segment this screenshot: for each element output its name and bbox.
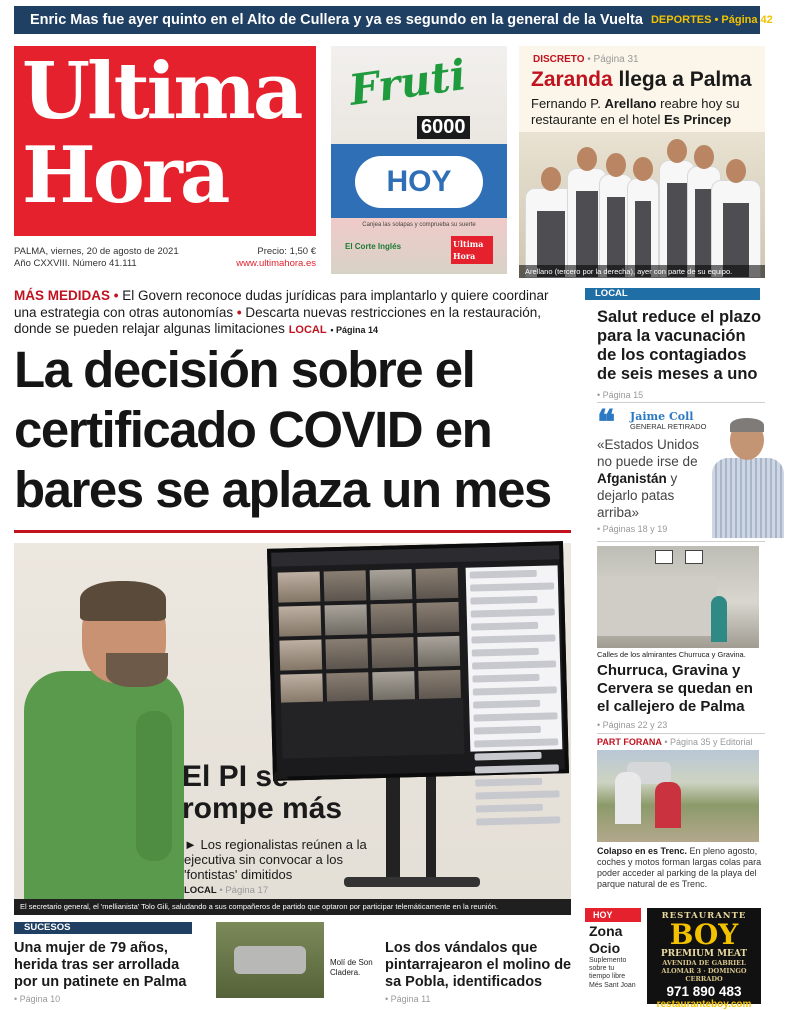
zaranda-title-b: llega a Palma (612, 68, 752, 91)
divider (597, 733, 765, 734)
masthead-logo[interactable] (14, 46, 316, 236)
lead-summary[interactable] (14, 288, 574, 339)
story-title-line-2: rompe más (182, 792, 343, 825)
person-hair (80, 581, 166, 621)
headline-line-1: La decisión sobre el (14, 341, 475, 398)
story-patinete[interactable] (14, 940, 206, 1008)
story-title (182, 761, 342, 825)
divider (597, 402, 765, 403)
screen-title-bar (271, 545, 559, 567)
ad-top: RESTAURANTE (661, 911, 747, 921)
person-beard (106, 653, 168, 687)
chef-figure (627, 178, 659, 278)
churruca-story[interactable] (597, 662, 767, 734)
zaranda-dek-a: Fernando P. (531, 96, 605, 111)
churruca-page: • Páginas 22 y 23 (597, 720, 668, 730)
colapso-text: En pleno agosto, coches y motos forman largas colas para poder acceder al parking de la playa del parque natural de es Trenc. (597, 846, 762, 889)
ad-phone: 971 890 483 (666, 984, 742, 999)
promo-fine-print: Canjea las solapas y comprueba su suerte (362, 222, 476, 228)
bullet-icon: • (113, 288, 119, 303)
zaranda-kicker-page: • Página 31 (587, 54, 639, 65)
molino-photo (216, 922, 324, 998)
edition-text: Año CXXVIII. Número 41.111 (14, 258, 137, 269)
quote-icon: ❝ (597, 403, 616, 443)
salut-title: Salut reduce el plazo para la vacunación de los contagiados de seis meses a uno (597, 308, 762, 383)
story-vandalos-page: • Página 11 (385, 994, 431, 1004)
lead-section: LOCAL (288, 324, 327, 336)
main-photo-caption: El secretario general, el 'mellianista' Tolo Gili, saludando a sus compañeros de partido que optaron por participar telemáticamente en la reunión. (14, 899, 571, 915)
ad-sub: PREMIUM MEAT (660, 949, 748, 959)
lead-page: • Página 14 (330, 325, 379, 335)
headline-line-3: bares se aplaza un mes (14, 461, 551, 518)
traffic-photo (597, 750, 759, 842)
section-label-sucesos: SUCESOS (14, 922, 192, 934)
opinion-role: GENERAL RETIRADO (630, 422, 707, 431)
divider (597, 541, 765, 542)
story-vandalos-title: Los dos vándalos que pintarrajearon el molino de sa Pobla, identificados (385, 940, 572, 990)
top-strip[interactable] (14, 6, 773, 34)
promo-cta: HOY (355, 156, 483, 208)
zaranda-kicker-label: DISCRETO (533, 54, 585, 65)
website-link[interactable]: www.ultimahora.es (236, 258, 316, 269)
zaranda-title (531, 68, 752, 92)
ad-address: AVENIDA DE GABRIEL ALOMAR 3 · DOMINGO CERRADO (661, 959, 747, 983)
part-forana-section: PART FORANA (597, 737, 662, 747)
story-patinete-page: • Página 10 (14, 994, 61, 1004)
street-photo (597, 546, 759, 648)
main-photo[interactable] (14, 543, 571, 899)
zona-ocio-box[interactable] (585, 908, 641, 1004)
quote-page: • Páginas 18 y 19 (597, 524, 668, 534)
story-page (184, 885, 268, 896)
churruca-title: Churruca, Gravina y Cervera se quedan en el callejero de Palma (597, 662, 753, 715)
headline-line-2: certificado COVID en (14, 401, 492, 458)
top-strip-text: Enric Mas fue ayer quinto en el Alto de Cullera y ya es segundo en la general de la Vuelta (30, 12, 643, 28)
main-headline[interactable] (14, 340, 584, 520)
salut-page: • Página 15 (597, 390, 644, 400)
participants-grid (278, 568, 463, 705)
colapso-title: Colapso en es Trenc. (597, 846, 688, 856)
person-arm (136, 711, 172, 861)
bullet-icon: • (236, 304, 242, 320)
logo-line-2: Hora (22, 130, 228, 221)
molino-caption: Molí de Son Cladera. (330, 958, 373, 977)
hoy-label: HOY (585, 908, 641, 922)
price-text: Precio: 1,50 € (257, 246, 316, 257)
participants-list (466, 565, 563, 751)
lead-text-a: El Govern reconoce dudas jurídicas para implantarlo y quiere coordinar una estrategia con otras autonomías (14, 288, 549, 320)
part-forana-page: • Página 35 y Editorial (664, 737, 753, 747)
zona-text: Suplemento sobre tu tiempo libre (589, 957, 627, 980)
opinion-quote[interactable] (597, 436, 715, 538)
story-page-number: • Página 17 (219, 885, 269, 896)
dateline (14, 246, 316, 270)
ad-web: restauranteboy.com (656, 999, 752, 1010)
zaranda-story[interactable] (519, 46, 765, 278)
video-call-screen (267, 541, 569, 781)
colapso-story[interactable] (597, 846, 767, 890)
headline-rule (14, 530, 571, 533)
ad-name: BOY (669, 918, 739, 951)
chef-figure (711, 180, 761, 278)
screen-stand (386, 773, 400, 883)
lead-text-b: Descarta nuevas restricciones en la restauración, donde se pueden relajar algunas limitaciones (14, 304, 542, 336)
story-dek: ► Los regionalistas reúnen a la ejecutiva sin convocar a los 'fontistas' dimitidos (184, 837, 367, 882)
opinion-author: Jaime Coll (630, 410, 694, 423)
promo-brand: Fruti (346, 50, 469, 115)
zona-line-2: Ocio (589, 940, 621, 956)
restaurant-ad[interactable] (647, 908, 761, 1010)
zaranda-dek-d: Es Princep (663, 112, 732, 127)
quote-c: y dejarlo patas arriba» (597, 471, 678, 520)
zaranda-photo (519, 132, 765, 278)
zona-line-1: Zona (589, 923, 623, 939)
logo-line-1: Ultima (22, 46, 301, 137)
zaranda-dek-b: Arellano (604, 96, 657, 111)
story-vandalos[interactable] (385, 940, 575, 1008)
zaranda-caption: Arellano (tercero por la derecha), ayer con parte de su equipo. (519, 265, 765, 278)
zaranda-title-a: Zaranda (531, 68, 613, 91)
street-caption: Calles de los almirantes Churruca y Gravina. (597, 650, 746, 659)
salut-story[interactable] (597, 308, 765, 405)
zaranda-dek-c: reabre hoy su restaurante en el hotel (531, 96, 740, 127)
author-portrait (708, 418, 784, 536)
promo-fruti[interactable] (331, 46, 507, 274)
part-forana-label (597, 737, 767, 747)
section-label-local: LOCAL (585, 288, 760, 300)
date-text: PALMA, viernes, 20 de agosto de 2021 (14, 246, 179, 257)
screen-dark-area (281, 698, 464, 759)
top-strip-section: DEPORTES • Página 42 (650, 14, 773, 26)
zaranda-kicker (533, 54, 639, 65)
story-patinete-title: Una mujer de 79 años, herida tras ser arrollada por un patinete en Palma (14, 940, 187, 990)
lead-kicker: MÁS MEDIDAS (14, 288, 111, 303)
quote-b: Afganistán (597, 471, 667, 486)
promo-store: El Corte Inglés (345, 242, 402, 251)
quote-a: «Estados Unidos no puede irse de (597, 437, 700, 469)
story-section: LOCAL (184, 885, 217, 896)
promo-number: 6000 (417, 116, 470, 139)
zaranda-dek (531, 96, 761, 128)
promo-mini-logo: Ultima Hora (451, 236, 493, 264)
screen-stand (426, 773, 436, 883)
zona-place: Més Sant Joan (589, 982, 636, 989)
story-title-line-1: El PI se (182, 760, 289, 793)
